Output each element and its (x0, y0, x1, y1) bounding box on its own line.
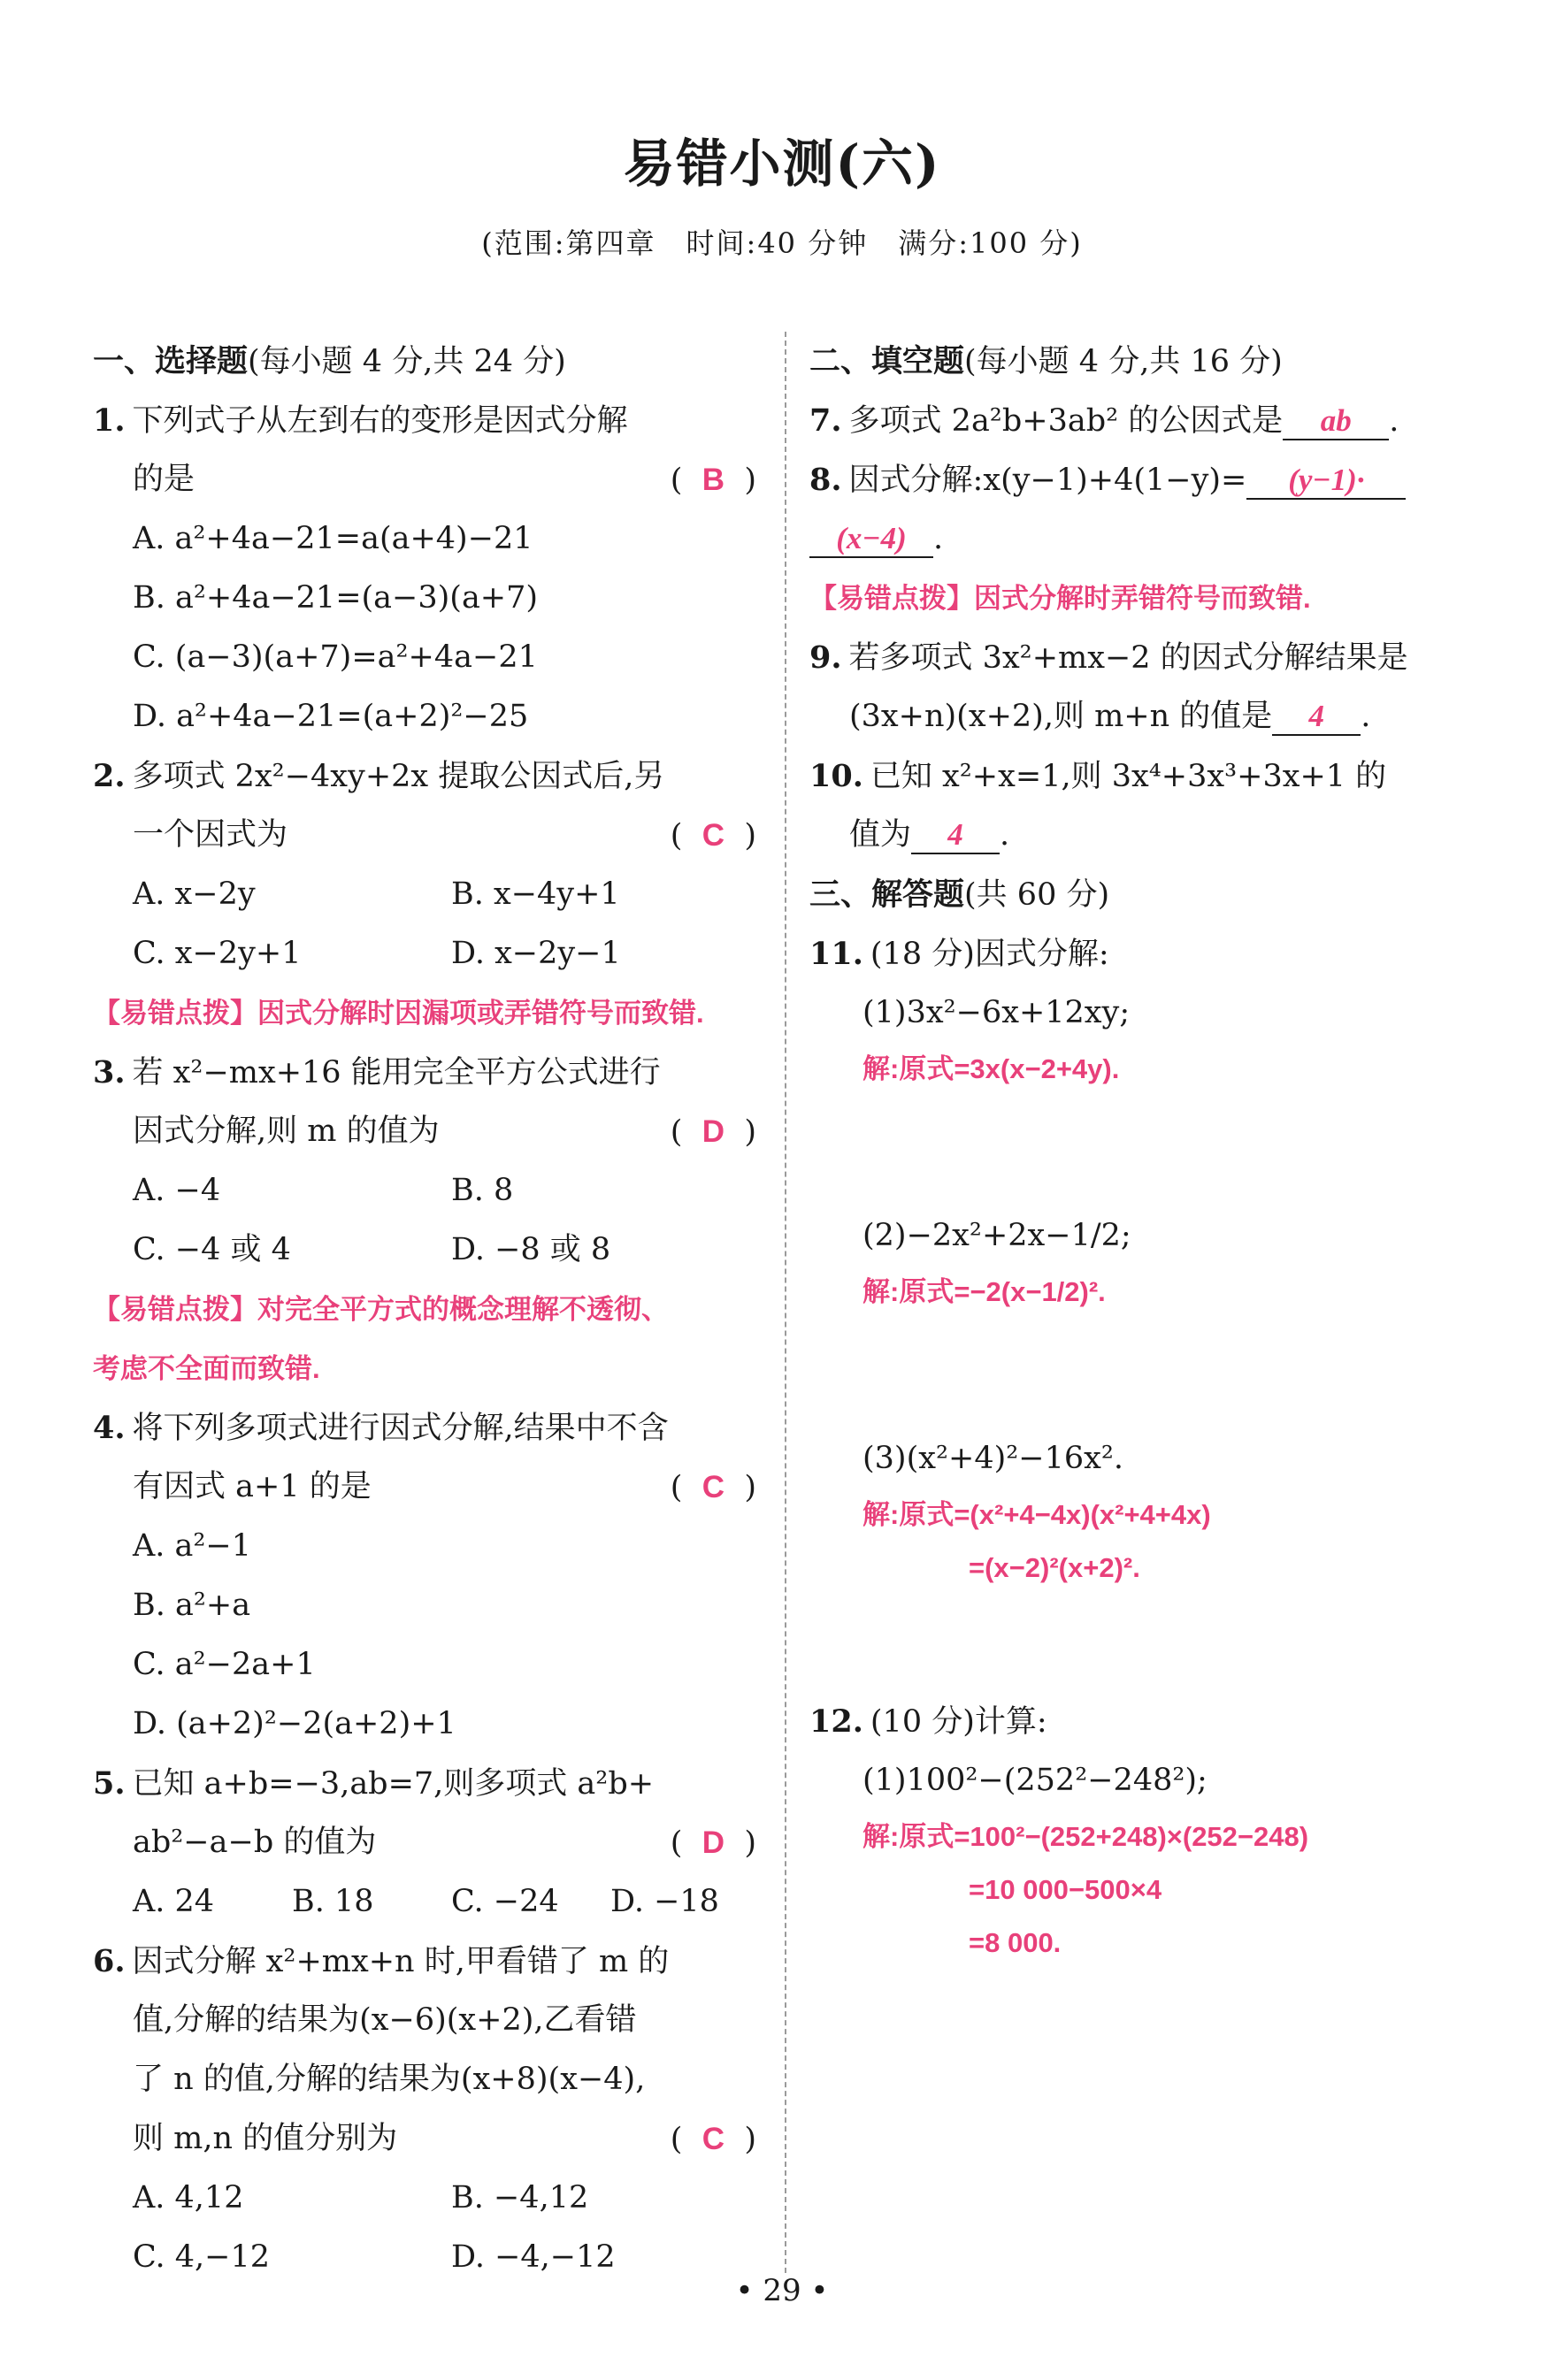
section-note: (每小题 4 分,共 24 分) (248, 344, 566, 379)
question-text: (10 分)计算: (870, 1704, 1047, 1740)
solution: 解:原式=100²−(252+248)×(252−248) (862, 1821, 1309, 1852)
question-text: 将下列多项式进行因式分解,结果中不含 (132, 1411, 669, 1446)
question-number: 5. (93, 1765, 126, 1802)
answer-bracket: ( D ) (671, 1102, 756, 1162)
answer-blank: 4 (911, 817, 1000, 854)
option: D. −18 (610, 1884, 719, 1919)
spacer (809, 1319, 1491, 1429)
sub-question: (1)3x²−6x+12xy; (862, 995, 1131, 1030)
question-line (93, 1813, 765, 1872)
question-text: 多项式 2a²b+3ab² 的公因式是 (848, 403, 1284, 439)
answer-choice: C (702, 2122, 724, 2156)
question-text: 已知 a+b=−3,ab=7,则多项式 a²b+ (132, 1766, 655, 1802)
punctuation: . (1389, 403, 1399, 439)
question-text: 值为 (849, 817, 912, 853)
option: D. −8 或 8 (451, 1232, 611, 1267)
option-row (93, 924, 765, 983)
option: D. −4,−12 (451, 2239, 616, 2275)
question-number: 3. (93, 1054, 126, 1091)
solution: 解:原式=3x(x−2+4y). (862, 1053, 1120, 1084)
question-line (809, 746, 1491, 806)
question-number: 4. (93, 1410, 126, 1446)
answer-choice: B (702, 463, 724, 497)
question-line: 了 n 的值,分解的结果为(x+8)(x−4), (133, 2062, 646, 2097)
question-line (93, 1043, 765, 1102)
question-text: (3x+n)(x+2),则 m+n 的值是 (849, 699, 1273, 734)
spacer (809, 1096, 1491, 1206)
option: B. 8 (451, 1173, 514, 1208)
question-number: 2. (93, 758, 126, 794)
question-line (93, 746, 765, 806)
answer-bracket: ( D ) (671, 1813, 756, 1873)
answer-bracket: ( C ) (671, 806, 756, 866)
option: C. −4 或 4 (133, 1232, 291, 1267)
option: B. x−4y+1 (451, 876, 620, 912)
question-text: 因式分解:x(y−1)+4(1−y)= (848, 463, 1247, 498)
sub-question: (2)−2x²+2x−1/2; (862, 1218, 1131, 1253)
option-row (93, 2169, 765, 2228)
solution: =(x−2)²(x+2)². (969, 1552, 1140, 1583)
answer-bracket: ( C ) (671, 2109, 756, 2170)
question-text: 因式分解 x²+mx+n 时,甲看错了 m 的 (132, 1944, 670, 1979)
question-line (93, 1398, 765, 1458)
question-line: 值,分解的结果为(x−6)(x+2),乙看错 (133, 2002, 637, 2038)
question-line (809, 391, 1491, 450)
error-tip: 【易错点拨】对完全平方式的概念理解不透彻、 (93, 1294, 669, 1325)
solution: =8 000. (969, 1927, 1062, 1958)
question-number: 9. (809, 639, 842, 676)
section-label: 三、解答题 (809, 876, 965, 913)
page-number: • 29 • (735, 2273, 829, 2308)
section-label: 二、填空题 (809, 343, 965, 379)
option: B. 18 (292, 1884, 374, 1919)
error-tip: 考虑不全面而致错. (93, 1353, 320, 1384)
question-text: 已知 x²+x=1,则 3x⁴+3x³+3x+1 的 (870, 759, 1387, 794)
question-number: 7. (809, 402, 842, 439)
question-number: 6. (93, 1943, 126, 1979)
question-line (809, 924, 1491, 983)
option: A. a²+4a−21=a(a+4)−21 (133, 521, 533, 556)
option: A. x−2y (133, 876, 256, 912)
question-line (809, 628, 1491, 687)
option-row (93, 865, 765, 924)
option: B. a²+4a−21=(a−3)(a+7) (133, 580, 539, 616)
question-line (93, 1932, 765, 1991)
question-text: ab²−a−b 的值为 (133, 1825, 377, 1860)
punctuation: . (1361, 699, 1371, 734)
question-text: (18 分)因式分解: (870, 937, 1109, 972)
option-row (93, 1872, 765, 1932)
answer-blank: (y−1)· (1246, 463, 1406, 500)
answer-choice: D (702, 1825, 724, 1860)
question-number: 1. (93, 402, 126, 439)
question-line (809, 687, 1491, 746)
question-number: 8. (809, 462, 842, 498)
answer-choice: D (702, 1114, 724, 1149)
section-heading (809, 332, 1491, 391)
punctuation: . (933, 521, 944, 556)
question-line (809, 1692, 1491, 1751)
question-line (93, 1754, 765, 1813)
option: C. x−2y+1 (133, 936, 302, 971)
solution: 解:原式=(x²+4−4x)(x²+4+4x) (862, 1499, 1211, 1530)
question-line (809, 806, 1491, 865)
left-column (93, 332, 765, 2287)
question-line (93, 391, 765, 450)
section-label: 一、选择题 (93, 343, 249, 379)
option: D. x−2y−1 (451, 936, 621, 971)
answer-blank: 4 (1272, 699, 1361, 736)
section-heading (93, 332, 765, 391)
question-text: 有因式 a+1 的是 (133, 1469, 372, 1504)
option: A. a²−1 (133, 1528, 252, 1564)
option: D. a²+4a−21=(a+2)²−25 (133, 699, 529, 734)
option-row (93, 1221, 765, 1280)
question-text: 多项式 2x²−4xy+2x 提取公因式后,另 (132, 759, 665, 794)
error-tip: 【易错点拨】因式分解时因漏项或弄错符号而致错. (93, 998, 704, 1029)
answer-bracket: ( C ) (671, 1458, 756, 1518)
question-number: 10. (809, 758, 863, 794)
question-number: 12. (809, 1703, 863, 1740)
right-column (809, 332, 1491, 1970)
option: D. (a+2)²−2(a+2)+1 (133, 1706, 456, 1741)
question-number: 11. (809, 936, 863, 972)
punctuation: . (1000, 817, 1010, 853)
question-line (93, 2109, 765, 2169)
page-subtitle: (范围:第四章 时间:40 分钟 满分:100 分) (481, 226, 1083, 260)
question-text: 则 m,n 的值分别为 (133, 2121, 398, 2156)
option: C. 4,−12 (133, 2239, 271, 2275)
section-note: (共 60 分) (964, 877, 1110, 913)
question-line (809, 509, 1491, 569)
question-line (93, 1458, 765, 1517)
page-title: 易错小测(六) (623, 134, 941, 194)
question-text: 一个因式为 (133, 817, 288, 853)
column-divider (785, 332, 786, 2273)
question-text: 若 x²−mx+16 能用完全平方公式进行 (132, 1055, 661, 1091)
answer-blank: (x−4) (809, 521, 933, 558)
option: C. a²−2a+1 (133, 1647, 316, 1682)
answer-blank: ab (1283, 403, 1389, 440)
option: B. a²+a (133, 1588, 251, 1623)
section-heading (809, 865, 1491, 924)
question-text: 的是 (133, 462, 196, 497)
answer-choice: C (702, 1470, 724, 1504)
question-line (93, 1102, 765, 1161)
error-tip: 【易错点拨】因式分解时弄错符号而致错. (809, 583, 1311, 614)
question-line (93, 450, 765, 509)
question-line (93, 806, 765, 865)
option: C. −24 (451, 1884, 559, 1919)
option: A. 24 (133, 1884, 215, 1919)
answer-bracket: ( B ) (671, 450, 756, 510)
question-line (809, 450, 1491, 509)
spacer (809, 1595, 1491, 1692)
question-text: 因式分解,则 m 的值为 (133, 1113, 440, 1149)
question-text: 下列式子从左到右的变形是因式分解 (132, 403, 628, 439)
answer-choice: C (702, 818, 724, 853)
sub-question: (1)100²−(252²−248²); (862, 1763, 1208, 1798)
option: A. 4,12 (133, 2180, 244, 2215)
section-note: (每小题 4 分,共 16 分) (964, 344, 1283, 379)
question-text: 若多项式 3x²+mx−2 的因式分解结果是 (848, 640, 1408, 676)
option: C. (a−3)(a+7)=a²+4a−21 (133, 639, 538, 675)
option-row (93, 1161, 765, 1221)
option: A. −4 (133, 1173, 221, 1208)
sub-question: (3)(x²+4)²−16x². (862, 1441, 1124, 1476)
option: B. −4,12 (451, 2180, 589, 2215)
solution: =10 000−500×4 (969, 1874, 1162, 1905)
solution: 解:原式=−2(x−1/2)². (862, 1276, 1106, 1307)
